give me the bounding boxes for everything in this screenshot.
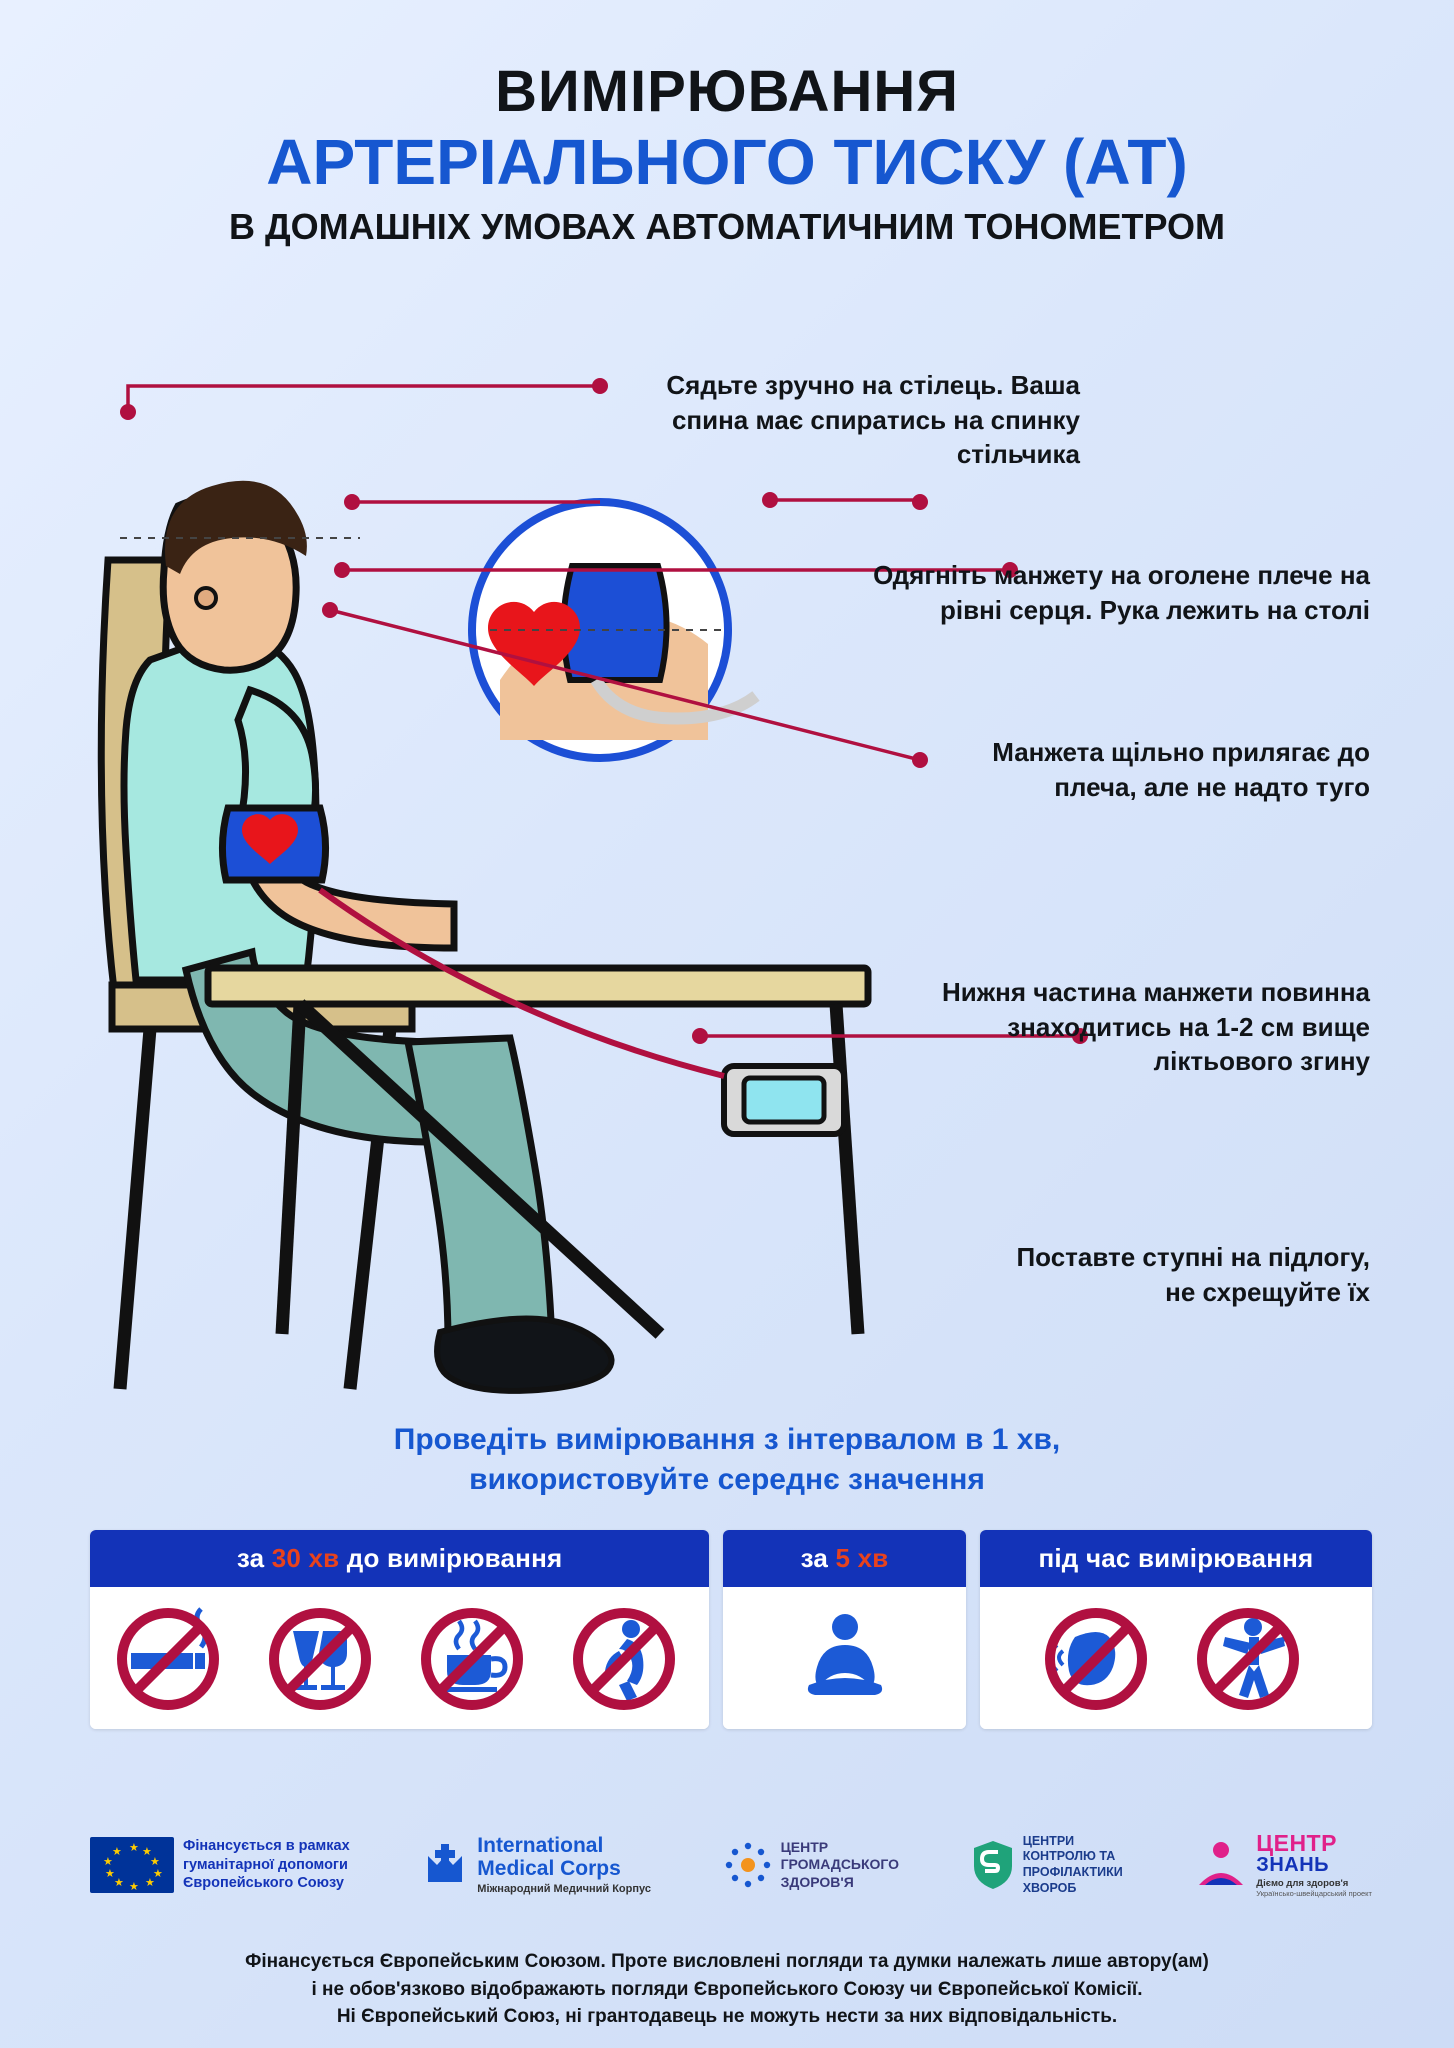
logo-ckz bbox=[972, 1834, 1123, 1897]
imc-mark-icon bbox=[422, 1842, 468, 1888]
eu-text-line-2: гуманітарної допомоги bbox=[183, 1856, 348, 1873]
panel-during-header bbox=[980, 1530, 1372, 1587]
panel-before-30-icons bbox=[90, 1587, 709, 1729]
cgz-text bbox=[781, 1839, 900, 1892]
logo-bar bbox=[90, 1832, 1372, 1898]
eu-flag-icon: ★ ★ ★ ★ ★ ★ ★ ★ ★ ★ bbox=[90, 1837, 174, 1893]
footer-line-3: Ні Європейський Союз, ні грантодавець не можуть нести за них відповідальність. bbox=[336, 2006, 1118, 2028]
logo-eu bbox=[90, 1837, 350, 1894]
sit-calm-icon bbox=[785, 1601, 905, 1713]
cz-text bbox=[1256, 1832, 1372, 1898]
panel1-head-before: за bbox=[236, 1543, 272, 1573]
callout-cuff-lower-edge: Нижня частина манжети повинна знаходитись на 1-2 см вище ліктьового згину bbox=[941, 977, 1370, 1077]
no-alcohol-icon bbox=[253, 1601, 395, 1713]
callout-posture: Сядьте зручно на стілець. Ваша спина має спиратись на спинку стільчика bbox=[666, 370, 1080, 470]
panel-before-5 bbox=[723, 1530, 966, 1729]
title-line-3: В ДОМАШНІХ УМОВАХ АВТОМАТИЧНИМ ТОНОМЕТРОМ bbox=[229, 206, 1225, 248]
panel-before-5-header bbox=[723, 1530, 966, 1587]
panel2-head-before: за bbox=[800, 1543, 836, 1573]
cz-line-2: ЗНАНЬ bbox=[1256, 1854, 1330, 1876]
imc-text bbox=[477, 1835, 651, 1894]
cz-line-4: Українсько-швейцарський проект bbox=[1256, 1889, 1372, 1898]
panel-before-30 bbox=[90, 1530, 709, 1729]
cgz-line-1: ЦЕНТР bbox=[780, 1838, 829, 1855]
shield-icon bbox=[972, 1840, 1014, 1890]
callout-cuff-placement: Одягніть манжету на оголене плече на рівні серця. Рука лежить на столі bbox=[873, 560, 1370, 625]
title-line-1: ВИМІРЮВАННЯ bbox=[495, 59, 959, 124]
no-exercise-icon bbox=[557, 1601, 699, 1713]
no-talking-icon bbox=[1029, 1601, 1171, 1713]
logo-imc bbox=[422, 1835, 651, 1894]
cz-mark-icon bbox=[1195, 1839, 1247, 1891]
cgz-line-3: ЗДОРОВ'Я bbox=[780, 1873, 854, 1890]
logo-cz bbox=[1195, 1832, 1372, 1898]
cz-line-3: Діємо для здоров'я bbox=[1256, 1878, 1349, 1889]
imc-line-3: Міжнародний Медичний Корпус bbox=[477, 1882, 651, 1895]
restrictions-panels bbox=[90, 1530, 1372, 1729]
ckz-line-1: ЦЕНТРИ bbox=[1022, 1833, 1075, 1848]
cgz-line-2: ГРОМАДСЬКОГО bbox=[780, 1856, 900, 1873]
eu-text-line-3: Європейського Союзу bbox=[183, 1875, 344, 1892]
mid-note-line-2: використовуйте середнє значення bbox=[469, 1462, 985, 1496]
panel-before-30-header bbox=[90, 1530, 709, 1587]
ckz-line-2: КОНТРОЛЮ ТА bbox=[1022, 1849, 1116, 1864]
footer-disclaimer bbox=[0, 1948, 1454, 2031]
panel-during bbox=[980, 1530, 1372, 1729]
callout-cuff-tightness: Манжета щільно прилягає до плеча, але не надто туго bbox=[992, 737, 1370, 802]
ckz-text bbox=[1023, 1834, 1123, 1897]
eu-text bbox=[183, 1837, 350, 1894]
panel3-head-after: під час вимірювання bbox=[1038, 1543, 1314, 1573]
panel1-head-after: до вимірювання bbox=[339, 1543, 563, 1573]
measurement-interval-note bbox=[0, 1420, 1454, 1499]
imc-line-2: Medical Corps bbox=[477, 1856, 621, 1880]
panel2-head-num: 5 хв bbox=[835, 1543, 889, 1573]
mid-note-line-1: Проведіть вимірювання з інтервалом в 1 хв, bbox=[393, 1423, 1061, 1456]
footer-line-1: Фінансується Європейським Союзом. Проте висловлені погляди та думки належать лише автору(ам) bbox=[245, 1951, 1209, 1972]
ckz-line-4: ХВОРОБ bbox=[1022, 1880, 1077, 1895]
eu-text-line-1: Фінансується в рамках bbox=[183, 1837, 350, 1854]
cgz-mark-icon bbox=[724, 1841, 772, 1889]
title-line-2: АРТЕРІАЛЬНОГО ТИСКУ (АТ) bbox=[266, 125, 1188, 198]
ckz-line-3: ПРОФІЛАКТИКИ bbox=[1022, 1865, 1123, 1879]
page-header bbox=[0, 59, 1454, 248]
no-smoking-icon bbox=[101, 1601, 243, 1713]
panel1-head-num: 30 хв bbox=[271, 1543, 340, 1573]
panel-before-5-icons bbox=[723, 1587, 966, 1729]
imc-line-1: International bbox=[477, 1834, 604, 1858]
logo-cgz bbox=[724, 1839, 900, 1892]
callout-feet: Поставте ступні на підлогу, не схрещуйте їх bbox=[1016, 1242, 1370, 1307]
cz-line-1: ЦЕНТР bbox=[1256, 1830, 1337, 1856]
footer-line-2: і не обов'язково відображають погляди Європейського Союзу чи Європейської Комісії. bbox=[311, 1978, 1143, 2000]
no-moving-icon bbox=[1181, 1601, 1323, 1713]
no-coffee-icon bbox=[405, 1601, 547, 1713]
panel-during-icons bbox=[980, 1587, 1372, 1729]
